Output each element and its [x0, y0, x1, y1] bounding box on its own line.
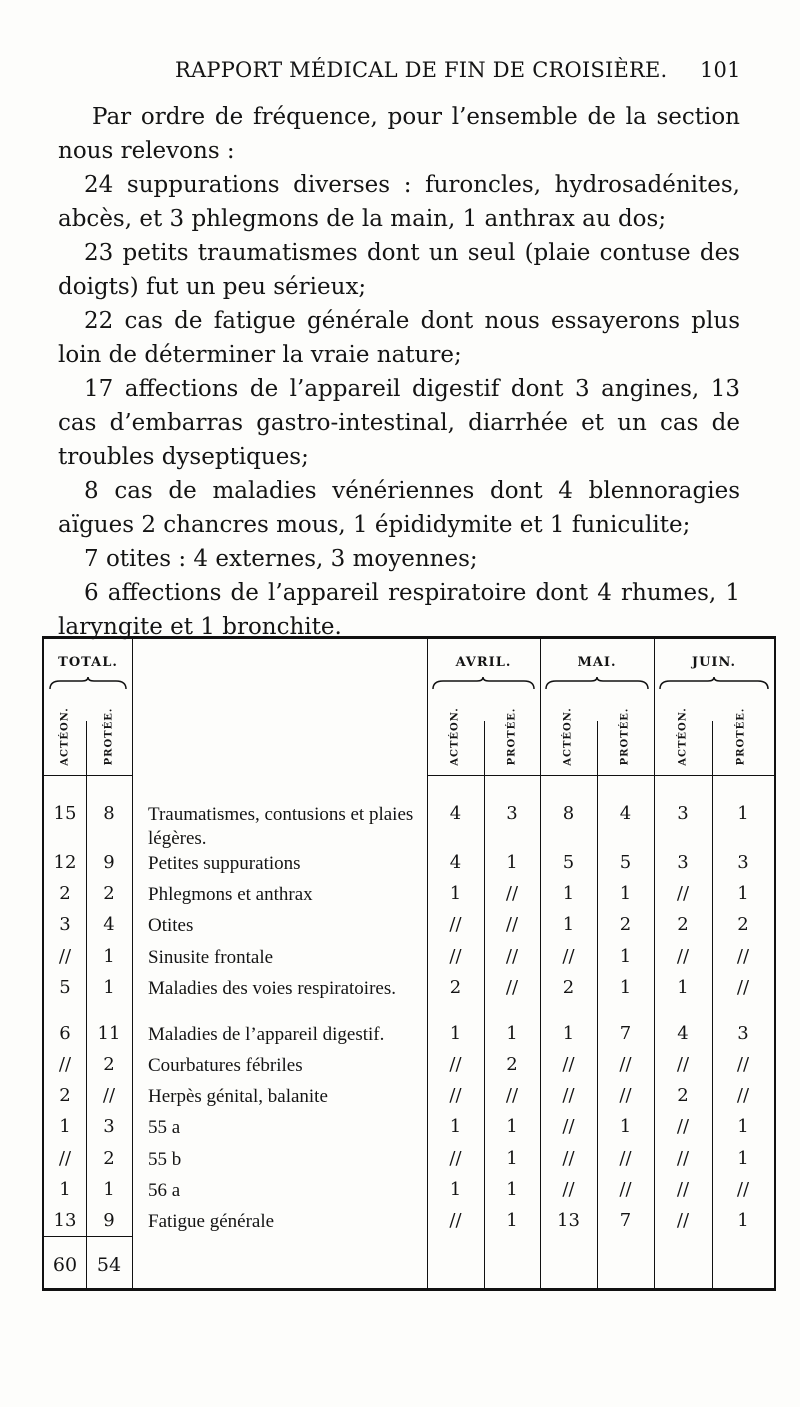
cell-juin-acteon: 2 [677, 914, 689, 935]
cell-avril-acteon: // [449, 1054, 462, 1075]
cell-avril-acteon: // [449, 1085, 462, 1106]
cell-total-protee: 2 [103, 1148, 115, 1169]
cell-juin-acteon: // [676, 1116, 690, 1137]
subhead-juin-protee: PROTÉE. [735, 707, 747, 765]
subhead-avril-acteon: ACTÉON. [449, 706, 461, 766]
cell-total-acteon: // [58, 1148, 72, 1169]
cell-total-acteon: 6 [59, 1023, 71, 1044]
cell-mai-acteon: // [562, 1148, 575, 1169]
cell-total-acteon: 12 [53, 852, 77, 873]
subhead-total-protee: PROTÉE. [103, 707, 115, 765]
cell-total-protee: 9 [103, 1210, 115, 1231]
cell-juin-protee: 1 [737, 1148, 749, 1169]
cell-avril-protee: 1 [506, 852, 518, 873]
cell-mai-protee: // [619, 1148, 632, 1169]
table-row [44, 852, 774, 882]
table-row [44, 946, 774, 976]
cell-total-acteon: 3 [59, 914, 71, 935]
cell-label: 55 b [148, 1149, 182, 1170]
cell-juin-acteon: 2 [677, 1085, 689, 1106]
cell-mai-acteon: 13 [557, 1210, 580, 1231]
cell-juin-acteon: 1 [677, 977, 689, 998]
cell-total-acteon: 15 [53, 803, 77, 824]
cell-avril-protee: 1 [506, 1023, 518, 1044]
group-juin: JUIN. [691, 655, 737, 670]
cell-avril-acteon: 1 [449, 1023, 462, 1044]
rule-header-months [427, 775, 774, 776]
paragraph-digestif: 17 affections de l’appareil digestif dont 3 angines, 13 cas d’embarras gastro-intestinal, diarrhée et un cas de troubles dyseptiques; [58, 376, 740, 470]
running-header [0, 58, 800, 88]
cell-total-acteon: 2 [59, 1085, 71, 1106]
rule-header-total [44, 775, 132, 776]
cell-label: Courbatures fébriles [148, 1055, 303, 1076]
cell-avril-protee: // [505, 883, 519, 904]
cell-avril-protee: 1 [506, 1210, 518, 1231]
cell-mai-acteon: 5 [562, 852, 575, 873]
group-avril: AVRIL. [455, 655, 512, 670]
page-title: RAPPORT MÉDICAL DE FIN DE CROISIÈRE. [175, 58, 668, 82]
table-row [44, 977, 774, 1023]
cell-total-protee: 4 [103, 914, 115, 935]
subhead-mai-protee: PROTÉE. [619, 707, 631, 765]
table-row [44, 1179, 774, 1209]
cell-mai-acteon: // [562, 1085, 575, 1106]
table-row [44, 1210, 774, 1240]
cell-total-protee: 1 [103, 946, 115, 967]
cell-mai-protee: 7 [619, 1023, 632, 1044]
paragraph-veneriennes: 8 cas de maladies vénériennes dont 4 blennoragies aïgues 2 chancres mous, 1 épididymite et 1 funiculite; [58, 478, 740, 538]
table-row [44, 803, 774, 851]
cell-total-protee: 1 [103, 977, 115, 998]
total-protee: 54 [96, 1254, 122, 1276]
brace-avril [431, 677, 536, 691]
cell-juin-protee: 3 [737, 852, 749, 873]
cell-mai-protee: // [619, 1179, 632, 1200]
cell-mai-acteon: 1 [562, 883, 575, 904]
cell-juin-acteon: 3 [677, 852, 689, 873]
cell-avril-protee: 1 [506, 1179, 518, 1200]
cell-juin-protee: 2 [737, 914, 749, 935]
cell-juin-acteon: 3 [677, 803, 689, 824]
cell-avril-protee: 1 [506, 1148, 518, 1169]
cell-mai-protee: // [619, 1085, 632, 1106]
cell-total-acteon: // [58, 1054, 72, 1075]
cell-mai-protee: 5 [619, 852, 632, 873]
cell-mai-protee: 1 [619, 946, 632, 967]
cell-juin-acteon: // [676, 946, 690, 967]
brace-total [48, 677, 128, 691]
cell-total-protee: 9 [103, 852, 115, 873]
cell-label: Sinusite frontale [148, 947, 274, 968]
cell-mai-acteon: 1 [562, 1023, 575, 1044]
cell-mai-acteon: 2 [562, 977, 575, 998]
cell-label: 55 a [148, 1117, 181, 1138]
cell-avril-acteon: // [449, 914, 462, 935]
cell-avril-protee: 2 [506, 1054, 518, 1075]
cell-mai-protee: 1 [619, 883, 632, 904]
cell-mai-protee: 1 [619, 1116, 632, 1137]
cell-mai-protee: 2 [619, 914, 632, 935]
cell-avril-acteon: 2 [449, 977, 462, 998]
cell-mai-acteon: // [562, 1054, 575, 1075]
cell-total-acteon: // [58, 946, 72, 967]
body-text [58, 100, 740, 644]
paragraph-fatigue: 22 cas de fatigue générale dont nous essayerons plus loin de déterminer la vraie nature; [58, 308, 740, 368]
cell-label: Petites suppurations [148, 853, 301, 874]
cell-total-protee: 8 [103, 803, 115, 824]
paragraph-respiratoire: 6 affections de l’appareil respiratoire dont 4 rhumes, 1 laryngite et 1 bronchite. [58, 580, 740, 640]
group-mai: MAI. [577, 655, 617, 670]
paragraph-traumatismes: 23 petits traumatismes dont un seul (plaie contuse des doigts) fut un peu sérieux; [58, 240, 740, 300]
table-row [44, 1023, 774, 1053]
cell-mai-protee: 4 [619, 803, 632, 824]
cell-mai-acteon: // [562, 1116, 575, 1137]
cell-juin-protee: 1 [737, 1116, 749, 1137]
total-acteon: 60 [52, 1254, 78, 1276]
cell-total-protee: 11 [97, 1023, 121, 1044]
cell-label: Herpès génital, balanite [148, 1086, 328, 1107]
cell-total-protee: 2 [103, 1054, 115, 1075]
subhead-juin-acteon: ACTÉON. [677, 706, 689, 766]
cell-juin-protee: 1 [737, 803, 749, 824]
cell-avril-protee: // [505, 946, 519, 967]
cell-avril-acteon: 4 [449, 852, 462, 873]
subhead-total-acteon: ACTÉON. [59, 706, 71, 766]
cell-avril-protee: // [505, 977, 519, 998]
table-row [44, 1054, 774, 1084]
cell-label: Phlegmons et anthrax [148, 884, 313, 905]
cell-juin-protee: // [736, 1179, 750, 1200]
cell-avril-protee: // [505, 914, 519, 935]
cell-total-acteon: 1 [59, 1116, 71, 1137]
table-row [44, 1116, 774, 1146]
cell-total-protee: 1 [103, 1179, 115, 1200]
table-row [44, 1148, 774, 1178]
cell-juin-protee: 1 [737, 883, 749, 904]
cell-total-protee: 2 [103, 883, 115, 904]
cell-juin-protee: 3 [737, 1023, 749, 1044]
cell-juin-protee: // [736, 977, 750, 998]
cell-avril-acteon: 1 [449, 1179, 462, 1200]
cell-label: Maladies de l’appareil digestif. [148, 1024, 385, 1045]
cell-total-acteon: 2 [59, 883, 71, 904]
cell-label: Maladies des voies respiratoires. [148, 978, 396, 999]
cell-avril-acteon: 4 [449, 803, 462, 824]
cell-juin-acteon: // [676, 1210, 690, 1231]
cell-mai-protee: // [619, 1054, 632, 1075]
cell-juin-acteon: 4 [677, 1023, 689, 1044]
cell-total-protee: // [102, 1085, 116, 1106]
table-row [44, 1085, 774, 1115]
page-number: 101 [700, 58, 741, 82]
cell-mai-acteon: 1 [562, 914, 575, 935]
group-total: TOTAL. [58, 655, 118, 670]
cell-mai-acteon: // [562, 946, 575, 967]
cell-label: Fatigue générale [148, 1211, 275, 1232]
cell-total-acteon: 1 [59, 1179, 71, 1200]
cell-total-acteon: 13 [53, 1210, 77, 1231]
subhead-mai-acteon: ACTÉON. [562, 706, 574, 766]
cell-juin-acteon: // [676, 1148, 690, 1169]
cell-juin-protee: // [736, 1085, 750, 1106]
cell-juin-protee: 1 [737, 1210, 749, 1231]
paragraph-otites: 7 otites : 4 externes, 3 moyennes; [84, 546, 478, 572]
cell-avril-protee: 1 [506, 1116, 518, 1137]
cell-mai-protee: 7 [619, 1210, 632, 1231]
cell-juin-protee: // [736, 946, 750, 967]
cell-label: 56 a [148, 1180, 181, 1201]
cell-avril-protee: 3 [506, 803, 518, 824]
cell-total-protee: 3 [103, 1116, 115, 1137]
paragraph-intro: Par ordre de fréquence, pour l’ensemble de la section nous relevons : [58, 104, 740, 164]
cell-avril-acteon: 1 [449, 1116, 462, 1137]
cell-juin-acteon: // [676, 883, 690, 904]
paragraph-suppurations: 24 suppurations diverses : furoncles, hydrosadénites, abcès, et 3 phlegmons de la main, 1 anthrax au dos; [58, 172, 740, 232]
table-row [44, 883, 774, 913]
cell-mai-acteon: 8 [562, 803, 575, 824]
table-row [44, 914, 774, 944]
cell-juin-protee: // [736, 1054, 750, 1075]
cell-avril-acteon: 1 [449, 883, 462, 904]
cell-mai-acteon: // [562, 1179, 575, 1200]
cell-juin-acteon: // [676, 1054, 690, 1075]
cell-juin-acteon: // [676, 1179, 690, 1200]
subhead-avril-protee: PROTÉE. [506, 707, 518, 765]
brace-mai [544, 677, 650, 691]
cell-avril-acteon: // [449, 1210, 462, 1231]
brace-juin [658, 677, 770, 691]
cell-avril-acteon: // [449, 1148, 462, 1169]
cell-label: Traumatismes, contusions et plaies légères. [148, 804, 414, 849]
cell-avril-acteon: // [449, 946, 462, 967]
cell-total-acteon: 5 [59, 977, 71, 998]
cell-mai-protee: 1 [619, 977, 632, 998]
cell-label: Otites [148, 915, 194, 936]
statistics-table [42, 636, 776, 1291]
cell-avril-protee: // [505, 1085, 519, 1106]
